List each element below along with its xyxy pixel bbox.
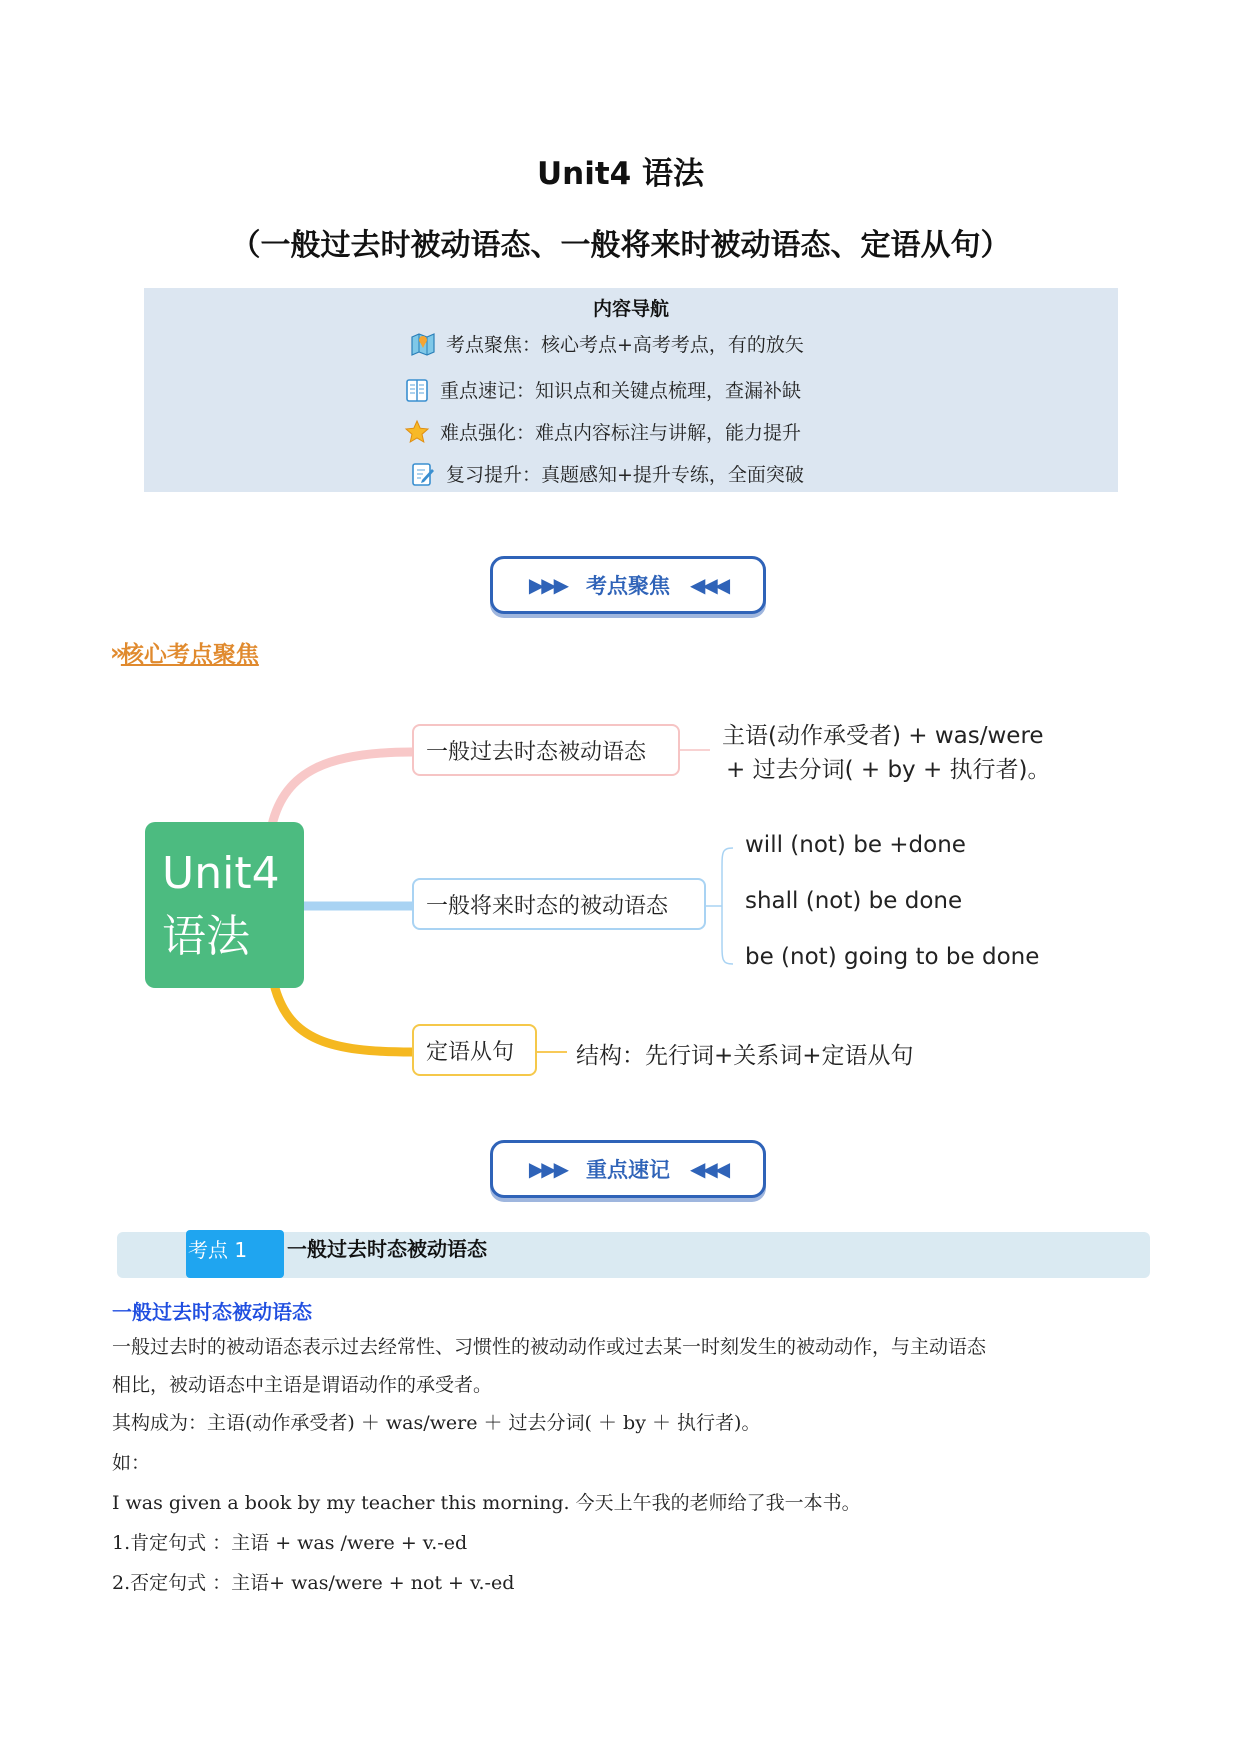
node-detail-future-3: be (not) going to be done: [745, 944, 1040, 970]
node-label: 一般过去时态被动语态: [426, 739, 647, 765]
navigation-heading: 内容导航: [592, 298, 669, 320]
paragraph-line: 其构成为：主语(动作承受者) ＋ was/were ＋ 过去分词( ＋ by ＋ 执行者)。: [112, 1412, 761, 1434]
branch-connector-past: [272, 752, 412, 825]
mindmap-node-attributive-clause: [412, 1024, 537, 1076]
paragraph-line: 一般过去时的被动语态表示过去经常性、习惯性的被动动作或过去某一时刻发生的被动动作，与主动语态: [112, 1336, 987, 1358]
paragraph-line: 1.肯定句式 ：主语 + was /were + v.-ed: [112, 1532, 468, 1554]
node-detail-past-line2: + 过去分词( + by + 执行者)。: [726, 757, 1051, 783]
nav-item-label: 复习提升：真题感知+提升专练，全面突破: [446, 464, 804, 486]
page-title: Unit4 语法: [536, 156, 705, 192]
branch-connector-clause: [275, 988, 412, 1052]
page-subtitle: （一般过去时被动语态、一般将来时被动语态、定语从句）: [230, 228, 1011, 263]
paragraph-line: 2.否定句式 ：主语+ was/were + not + v.-ed: [112, 1572, 515, 1594]
section-banner-memorize: [490, 1140, 766, 1198]
node-detail-future-1: will (not) be +done: [745, 832, 966, 858]
triple-arrow-left-icon: ◀◀◀: [690, 1157, 728, 1181]
banner-label: 考点聚焦: [586, 574, 670, 598]
triple-arrow-right-icon: ▶▶▶: [528, 573, 566, 597]
mindmap-node-past-passive: [412, 724, 680, 776]
detail-bracket-future: [722, 848, 733, 964]
triple-arrow-right-icon: ▶▶▶: [528, 1157, 566, 1181]
nav-item-label: 难点强化：难点内容标注与讲解，能力提升: [440, 422, 802, 444]
nav-item-label: 考点聚焦：核心考点+高考考点，有的放矢: [446, 334, 804, 356]
node-detail-clause: 结构：先行词+关系词+定语从句: [576, 1043, 914, 1069]
node-detail-future-2: shall (not) be done: [745, 888, 963, 914]
node-label: 一般将来时态的被动语态: [426, 893, 669, 919]
section-heading-label: 核心考点聚焦: [120, 642, 259, 668]
triple-arrow-left-icon: ◀◀◀: [690, 573, 728, 597]
kaodian-tag: 考点 1: [186, 1230, 284, 1278]
node-label: 定语从句: [426, 1039, 515, 1065]
kaodian-title: 一般过去时态被动语态: [287, 1237, 487, 1261]
mindmap-root: [145, 822, 304, 988]
nav-item-label: 重点速记：知识点和关键点梳理，查漏补缺: [440, 380, 802, 402]
banner-label: 重点速记: [586, 1158, 670, 1182]
node-detail-past-line1: 主语(动作承受者) + was/were: [722, 723, 1044, 749]
paragraph-line: 相比，被动语态中主语是谓语动作的承受者。: [112, 1374, 493, 1396]
paragraph-line: I was given a book by my teacher this morning. 今天上午我的老师给了我一本书。: [112, 1492, 861, 1514]
content-heading: 一般过去时态被动语态: [112, 1300, 312, 1324]
mindmap-node-future-passive: [412, 878, 706, 930]
root-line1: Unit4: [162, 848, 280, 899]
paragraph-line: 如：: [112, 1452, 151, 1474]
double-chevron-icon: »: [110, 639, 119, 666]
root-line2: 语法: [162, 911, 250, 962]
